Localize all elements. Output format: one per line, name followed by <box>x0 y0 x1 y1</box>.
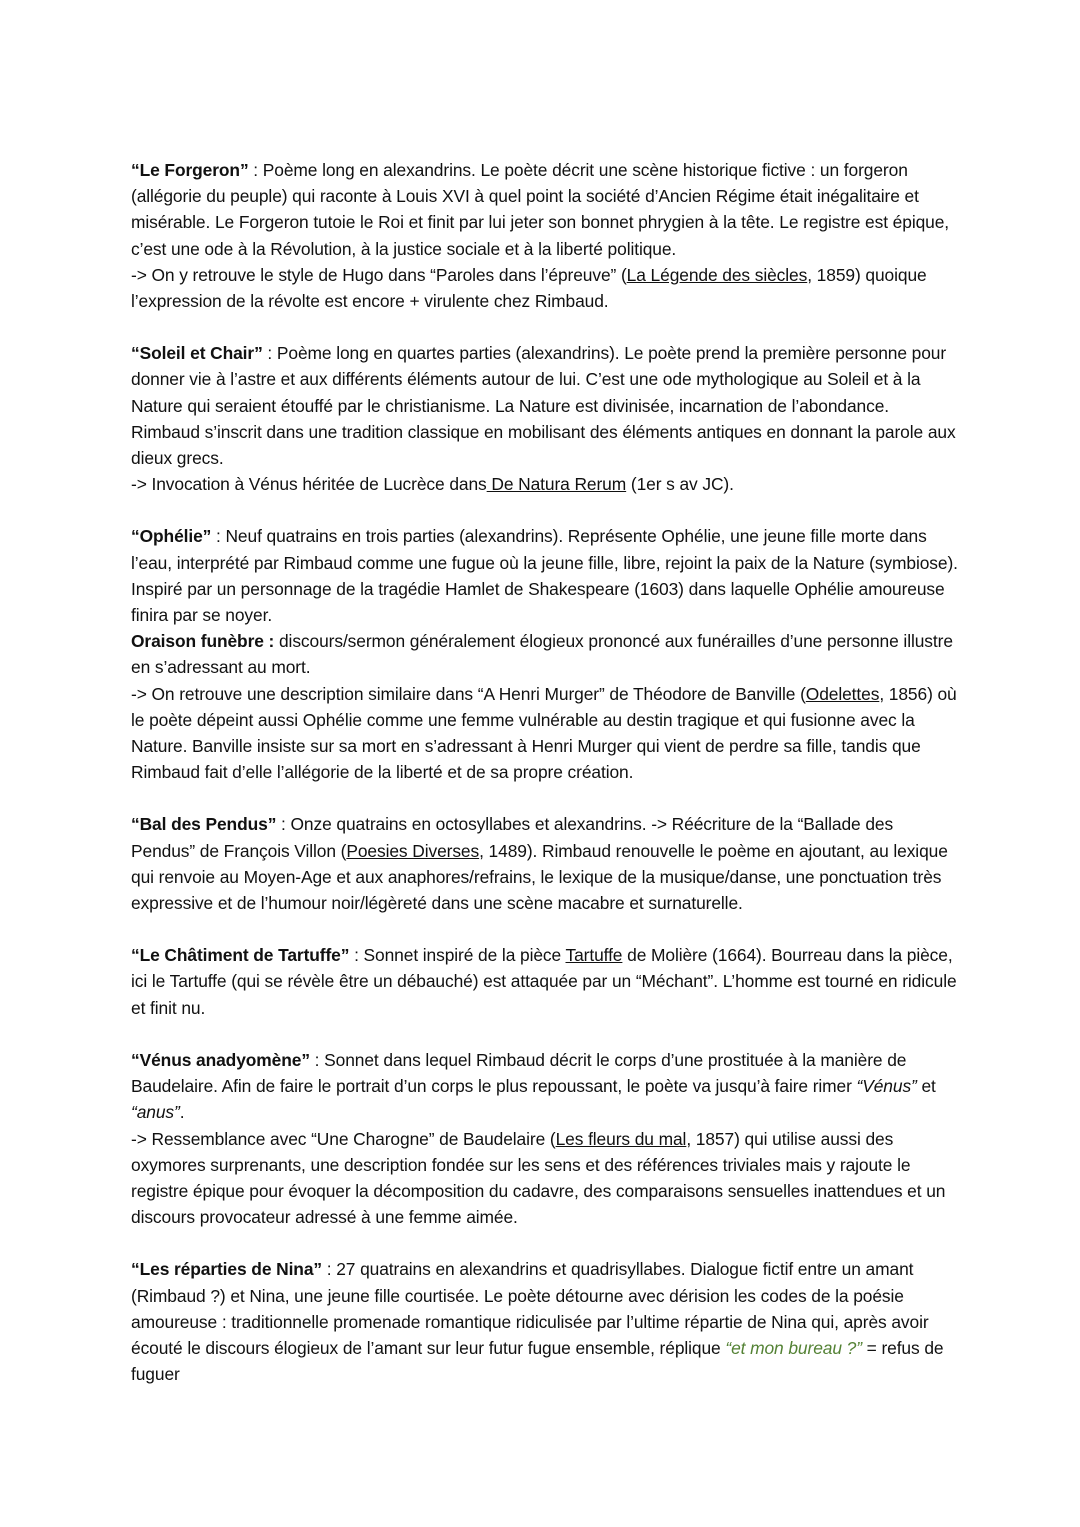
work-title: De Natura Rerum <box>486 474 627 495</box>
reference-line <box>131 681 961 786</box>
poem-description: : Poème long en alexandrins. Le poète décrit une scène historique fictive : un forgeron (allégorie du peuple) qui raconte à Louis XVI à quel point la société d’Ancien Régime était inégalitaire et misérable. Le Forgeron tutoie le Roi et finit par lui jeter son bonnet phrygien à la tête. Le registre est épique, c’est une ode à la Révolution, à la justice sociale et à la liberté politique. <box>131 160 950 259</box>
reference-text: , 1856) où le poète dépeint aussi Ophélie comme une femme vulnérable au destin tragique et qui fusionne avec la Nature. Banville insiste sur sa mort en s’adressant à Henri Murger qui vient de perdre sa fille, tandis que Rimbaud fait d’elle l’allégorie de la liberté et de sa propre création. <box>131 683 957 783</box>
section-les-reparties-de-nina <box>131 1256 961 1387</box>
poem-title: “Vénus anadyomène” <box>131 1049 310 1070</box>
reference-text: (1er s av JC). <box>626 474 734 495</box>
section-le-forgeron <box>131 157 961 314</box>
paragraph <box>131 340 961 471</box>
reference-text: -> Invocation à Vénus héritée de Lucrèce dans <box>131 474 487 495</box>
work-title: Poesies Diverses <box>346 840 480 861</box>
section-ophelie <box>131 523 961 785</box>
poem-description: : Sonnet dans lequel Rimbaud décrit le corps d’une prostituée à la manière de Baudelaire. Afin de faire le portrait d’un corps le plus repoussant, le poète va jusqu’à faire rimer <box>131 1049 907 1097</box>
quote-text: “et mon bureau ?” <box>725 1337 862 1358</box>
section-bal-des-pendus <box>131 811 961 916</box>
work-title: Les fleurs du mal <box>555 1128 687 1149</box>
work-title: Tartuffe <box>565 945 623 966</box>
paragraph <box>131 811 961 916</box>
poem-description: : Sonnet inspiré de la pièce <box>349 945 566 966</box>
reference-line <box>131 1126 961 1231</box>
reference-text: -> Ressemblance avec “Une Charogne” de Baudelaire ( <box>131 1128 556 1149</box>
poem-description: : 27 quatrains en alexandrins et quadrisyllabes. Dialogue fictif entre un amant (Rimbaud ?) et Nina, une jeune fille courtisée. Le poète détourne avec dérision les codes de la poésie amoureuse : traditionnelle promenade romantique ridiculisée par l’ultime répartie de Nina qui, après avoir écouté le discours élogieux de l’amant sur leur futur fugue ensemble, réplique <box>131 1259 929 1358</box>
reference-text: -> On y retrouve le style de Hugo dans “Paroles dans l’épreuve” ( <box>131 264 627 285</box>
reference-text: , 1859) quoique l’expression de la révolte est encore + virulente chez Rimbaud. <box>131 264 927 312</box>
reference-text: , 1857) qui utilise aussi des oxymores surprenants, une description fondée sur les sens et des références triviales mais y rajoute le registre épique pour évoquer la décomposition du cadavre, des comparaisons sensuelles inattendues et un discours provocateur adressé à une femme aimée. <box>131 1128 946 1228</box>
work-title: La Légende des siècles <box>626 264 808 285</box>
paragraph <box>131 1256 961 1387</box>
reference-line <box>131 262 961 314</box>
section-chatiment-de-tartuffe <box>131 942 961 1021</box>
poem-description: : Onze quatrains en octosyllabes et alexandrins. -> Réécriture de la “Ballade des Pendus” de François Villon ( <box>131 814 894 861</box>
poem-description: = refus de fuguer <box>131 1337 944 1385</box>
poem-description: de Molière (1664). Bourreau dans la pièce, ici le Tartuffe (qui se révèle être un débauché) est attaquée par un “Méchant”. L’homme est tourné en ridicule et finit nu. <box>131 945 957 1018</box>
rhyme-word: “Vénus” <box>856 1076 917 1097</box>
paragraph <box>131 523 961 628</box>
punctuation: . <box>179 1102 185 1123</box>
poem-description: , 1489). Rimbaud renouvelle le poème en ajoutant, au lexique qui renvoie au Moyen-Age et aux anaphores/refrains, le lexique de la musique/danse, une ponctuation très expressive et de l’humour noir/légèreté dans une scène macabre et surnaturelle. <box>131 840 948 914</box>
reference-text: -> On retrouve une description similaire dans “A Henri Murger” de Théodore de Banville ( <box>131 683 806 704</box>
document-page <box>131 157 961 1413</box>
poem-title: “Le Forgeron” <box>131 160 249 180</box>
poem-title: “Bal des Pendus” <box>131 814 277 835</box>
reference-line <box>131 471 961 497</box>
poem-title: “Soleil et Chair” <box>131 343 263 364</box>
definition-line <box>131 628 961 680</box>
paragraph <box>131 157 961 262</box>
rhyme-word: “anus” <box>131 1102 180 1123</box>
poem-description: : Poème long en quartes parties (alexandrins). Le poète prend la première personne pour donner vie à l’astre et aux différents éléments autour de lui. C’est une ode mythologique au Soleil et à la Nature qui seraient étouffé par le christianisme. La Nature est divinisée, incarnation de l’abondance. Rimbaud s’inscrit dans une tradition classique en mobilisant des éléments antiques en donnant la parole aux dieux grecs. <box>131 343 956 469</box>
paragraph <box>131 1047 961 1126</box>
section-venus-anadyomene <box>131 1047 961 1230</box>
section-soleil-et-chair <box>131 340 961 497</box>
poem-title: “Le Châtiment de Tartuffe” <box>131 945 350 966</box>
poem-title: “Ophélie” <box>131 526 212 547</box>
paragraph <box>131 942 961 1021</box>
work-title: Odelettes <box>805 683 880 704</box>
definition-text: discours/sermon généralement élogieux prononcé aux funérailles d’une personne illustre en s’adressant au mort. <box>131 631 953 678</box>
connector-text: et <box>916 1076 936 1097</box>
poem-description: : Neuf quatrains en trois parties (alexandrins). Représente Ophélie, une jeune fille morte dans l’eau, interprété par Rimbaud comme une fugue où la jeune fille, libre, rejoint la paix de la Nature (symbiose). Inspiré par un personnage de la tragédie Hamlet de Shakespeare (1603) dans laquelle Ophélie amoureuse finira par se noyer. <box>131 526 958 626</box>
definition-term: Oraison funèbre : <box>131 631 275 652</box>
poem-title: “Les réparties de Nina” <box>131 1259 323 1280</box>
